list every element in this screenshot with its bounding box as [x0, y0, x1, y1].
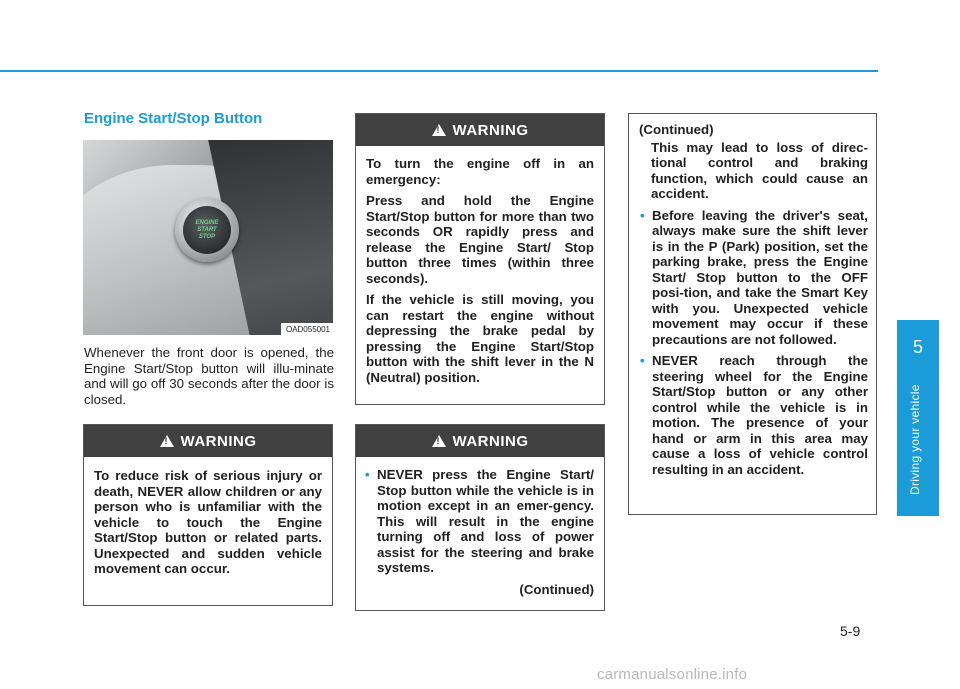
warning-box-emergency: [355, 113, 605, 405]
page-number: 5-9: [840, 623, 861, 639]
warning-box-children: [83, 424, 333, 606]
button-text-stop: STOP: [198, 234, 216, 240]
chapter-label: Driving your vehicle: [908, 384, 922, 495]
warning-header: [356, 114, 604, 146]
warning-heading: WARNING: [452, 432, 529, 450]
watermark: carmanualsonline.info: [597, 666, 748, 683]
warning-bullet-3: • NEVER reach through the steering wheel for the Engine Start/Stop button or any other control while the vehicle is in motion. The presence of your hand or arm in this area may cause a loss of vehicle control resulting in an accident.: [641, 353, 868, 477]
warning-para-2: Press and hold the Engine Start/Stop button for more than two seconds OR rapidly press and release the Engine Start/ Stop button three times (within three seconds).: [366, 193, 594, 286]
photo-caption: OAD055001: [281, 323, 333, 335]
warning-heading: WARNING: [452, 121, 529, 139]
warning-text: To reduce risk of serious injury or death, NEVER allow children or any person who is unfamiliar with the vehicle to touch the Engine Start/Stop button or related parts. Unexpected and sudden vehicle movement can occur.: [94, 468, 322, 576]
warning-bullet-2: • Before leaving the driver's seat, always make sure the shift lever is in the P (Park) position, set the parking brake, press the Engine Start/ Stop button to the OFF posi-tion, and take the Smart Key with you. Unexpected vehicle movement may occur if these precautions are not followed.: [641, 208, 868, 348]
warning-header: [356, 425, 604, 457]
warning-body: [356, 457, 604, 613]
warning-para-3: If the vehicle is still moving, you can restart the engine without depressing the brake pedal by pressing the Engine Start/Stop button with the shift lever in the N (Neutral) position.: [366, 292, 594, 385]
warning-triangle-icon: [432, 435, 446, 447]
warning-triangle-icon: [432, 124, 446, 136]
chapter-tab: [897, 320, 939, 516]
top-rule: [0, 70, 878, 72]
warning-continued: (Continued): [519, 581, 594, 597]
chapter-number: 5: [912, 337, 923, 357]
engine-start-button-photo: [83, 140, 333, 335]
warning-body: [84, 457, 332, 593]
continued-text: This may lead to loss of direc-tional control and braking function, which could cause an accident.: [651, 139, 868, 201]
warning-body: [356, 146, 604, 401]
warning-header: [84, 425, 332, 457]
warning-triangle-icon: [160, 435, 174, 447]
warning-continued-box: [628, 113, 877, 515]
warning-bullet-1: • NEVER press the Engine Start/ Stop button while the vehicle is in motion except in an emer-gency. This will result in the engine turning off and loss of power assist for the steering and brake systems.: [366, 467, 594, 576]
start-stop-button-image: [175, 198, 239, 262]
warning-box-motion: [355, 424, 605, 611]
continued-header: (Continued): [639, 122, 714, 137]
button-text-start: START: [197, 227, 217, 233]
button-text-engine: ENGINE: [195, 220, 219, 226]
section-body: Whenever the front door is opened, the Engine Start/Stop button will illu-minate and will go off 30 seconds after the door is closed.: [84, 345, 334, 407]
warning-para-1: To turn the engine off in an emergency:: [366, 156, 594, 187]
start-stop-button-face: [183, 206, 231, 254]
section-title: Engine Start/Stop Button: [84, 110, 263, 127]
warning-heading: WARNING: [180, 432, 257, 450]
